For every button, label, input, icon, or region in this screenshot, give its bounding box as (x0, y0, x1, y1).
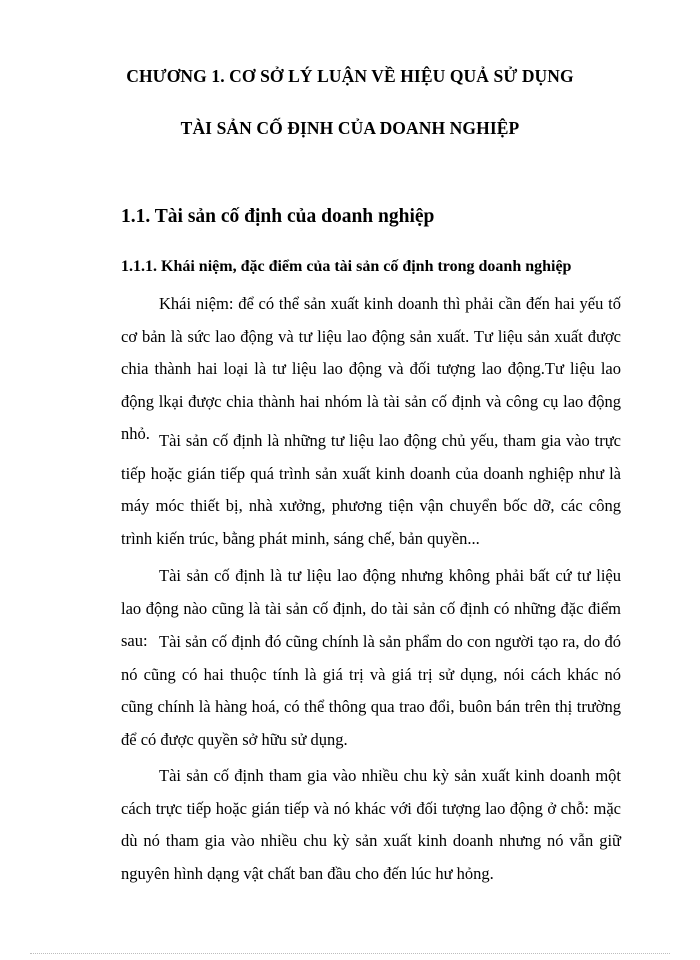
chapter-title-line-2: TÀI SẢN CỐ ĐỊNH CỦA DOANH NGHIỆP (180, 118, 520, 138)
paragraph-characteristics-intro: Tài sản cố định là tư liệu lao động nhưng không phải bất cứ tư liệu lao động nào cũng là tài sản cố định, do tài sản cố định có những đặc điểm sau: (121, 566, 621, 650)
paragraph-fixed-assets-description: Tài sản cố định là những tư liệu lao động chủ yếu, tham gia vào trực tiếp hoặc gián tiếp quá trình sản xuất kinh doanh của doanh nghiệp như là máy móc thiết bị, nhà xưởng, phương tiện vận chuyển bốc dỡ, các công trình kiến trúc, bằng phát minh, sáng chế, bản quyền... (121, 431, 621, 548)
subsection-heading: 1.1.1. Khái niệm, đặc điểm của tài sản cố định trong doanh nghiệp (121, 258, 572, 275)
paragraph-characteristic-cycles: Tài sản cố định tham gia vào nhiều chu kỳ sản xuất kinh doanh một cách trực tiếp hoặc gián tiếp và nó khác với đối tượng lao động ở chỗ: mặc dù nó tham gia vào nhiều chu kỳ sản xuất kinh doanh nhưng nó vẫn giữ nguyên hình dạng vật chất ban đầu cho đến lúc hư hỏng. (121, 766, 621, 883)
paragraph-definition: Khái niệm: để có thể sản xuất kinh doanh thì phải cần đến hai yếu tố cơ bản là sức lao động và tư liệu lao động sản xuất. Tư liệu sản xuất được chia thành hai loại là tư liệu lao động và đối tượng lao động.Tư liệu lao động lkại được chia thành hai nhóm là tài sản cố định và công cụ lao động nhỏ. (121, 294, 621, 443)
paragraph-characteristic-commodity: Tài sản cố định đó cũng chính là sản phẩm do con người tạo ra, do đó nó cũng có hai thuộc tính là giá trị và giá trị sử dụng, nói cách khác nó cũng chính là hàng hoá, có thể thông qua trao đổi, buôn bán trên thị trường để có được quyền sở hữu sử dụng. (121, 632, 621, 749)
chapter-title-line-1: CHƯƠNG 1. CƠ SỞ LÝ LUẬN VỀ HIỆU QUẢ SỬ DỤNG (126, 66, 574, 86)
section-heading: 1.1. Tài sản cố định của doanh nghiệp (121, 206, 435, 227)
page-bottom-divider (30, 953, 670, 954)
